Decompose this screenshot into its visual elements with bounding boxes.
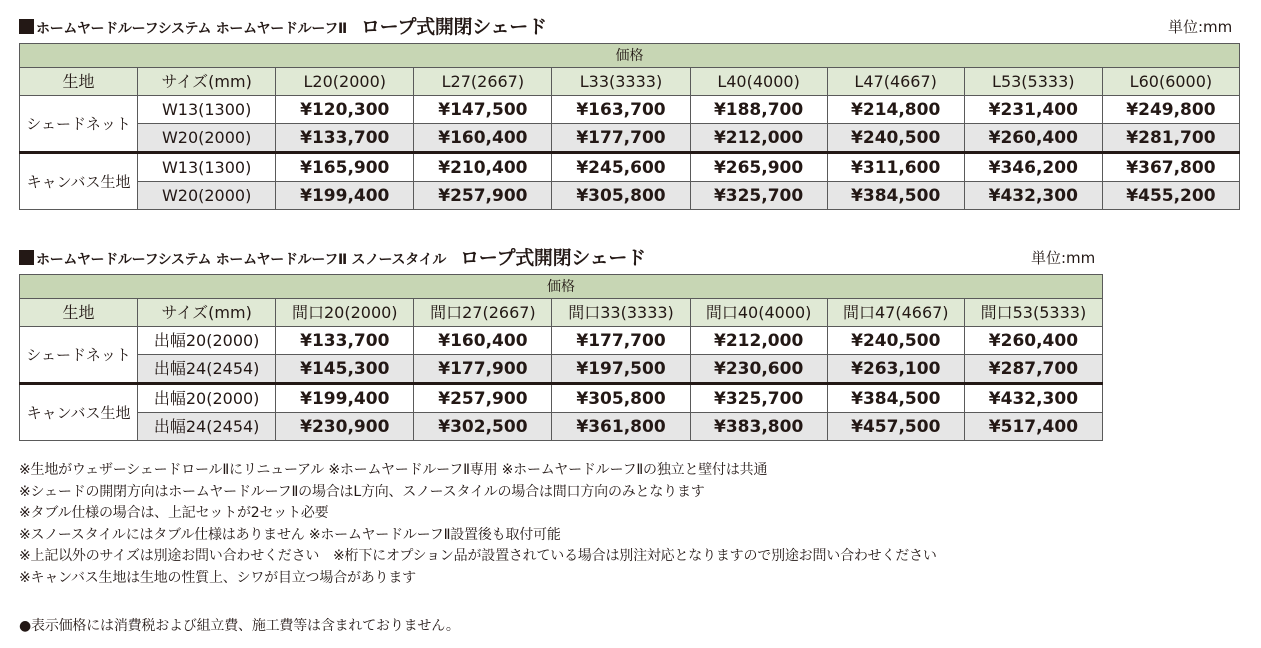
price-cell: ¥305,800 [552,182,690,210]
notes-list [19,460,937,590]
note-item: ※生地がウェザーシェードロールⅡにリニューアル ※ホームヤードルーフⅡ専用 ※ホームヤードルーフⅡの独立と壁付は共通 [19,462,768,478]
size-column-header: サイズ(mm) [138,299,276,327]
price-cell: ¥517,400 [964,413,1102,441]
price-cell: ¥188,700 [690,96,827,124]
size-cell: W13(1300) [138,96,276,124]
material-cell: キャンバス生地 [20,153,138,210]
price-cell: ¥199,400 [276,384,414,413]
price-cell: ¥197,500 [552,355,690,384]
price-cell: ¥260,400 [964,327,1102,355]
column-header-row [20,299,1103,327]
section2-unit: 単位:mm [1031,249,1096,267]
square-bullet-icon [19,19,34,34]
price-cell: ¥384,500 [827,384,964,413]
price-cell: ¥245,600 [552,153,690,182]
price-cell: ¥145,300 [276,355,414,384]
length-column-header: L27(2667) [414,68,552,96]
price-cell: ¥305,800 [552,384,690,413]
price-cell: ¥249,800 [1102,96,1239,124]
price-cell: ¥311,600 [827,153,964,182]
note-item: ※上記以外のサイズは別途お問い合わせください ※桁下にオプション品が設置されている場合は別注対応となりますので別途お問い合わせください [19,548,937,565]
price-cell: ¥325,700 [690,182,827,210]
square-bullet-icon [19,250,34,265]
price-cell: ¥361,800 [552,413,690,441]
section2-title-small: ホームヤードルーフシステム ホームヤードルーフⅡ スノースタイル [36,252,447,268]
price-cell: ¥325,700 [690,384,827,413]
material-cell: シェードネット [20,96,138,153]
price-cell: ¥230,600 [690,355,827,384]
price-cell: ¥257,900 [414,182,552,210]
price-cell: ¥265,900 [690,153,827,182]
price-cell: ¥133,700 [276,124,414,153]
price-cell: ¥177,700 [552,327,690,355]
table-row [20,96,1240,124]
note-item: ※キャンバス生地は生地の性質上、シワが目立つ場合があります [19,569,416,586]
price-cell: ¥240,500 [827,327,964,355]
note-item: ※シェードの開閉方向はホームヤードルーフⅡの場合はL方向、スノースタイルの場合は間口方向のみとなります [19,483,705,500]
table-row [20,153,1240,182]
price-cell: ¥147,500 [414,96,552,124]
size-cell: W13(1300) [138,153,276,182]
column-header-row [20,68,1240,96]
table-row [20,327,1103,355]
size-cell: W20(2000) [138,182,276,210]
frontage-column-header: 間口33(3333) [552,299,690,327]
price-cell: ¥432,300 [964,182,1102,210]
price-cell: ¥383,800 [690,413,827,441]
price-cell: ¥432,300 [964,384,1102,413]
price-cell: ¥302,500 [414,413,552,441]
price-cell: ¥212,000 [690,327,827,355]
price-cell: ¥163,700 [552,96,690,124]
price-header: 価格 [20,44,1240,68]
table-row [20,182,1240,210]
section1-title-small: ホームヤードルーフシステム ホームヤードルーフⅡ [36,21,347,37]
price-cell: ¥457,500 [827,413,964,441]
price-cell: ¥260,400 [964,124,1102,153]
price-table-standard [19,43,1240,210]
section2-title-large: ロープ式開閉シェード [460,247,646,269]
size-cell: 出幅24(2454) [138,413,276,441]
price-cell: ¥177,700 [552,124,690,153]
size-cell: W20(2000) [138,124,276,153]
price-cell: ¥210,400 [414,153,552,182]
price-cell: ¥177,900 [414,355,552,384]
length-column-header: L33(3333) [552,68,690,96]
price-cell: ¥165,900 [276,153,414,182]
price-cell: ¥384,500 [827,182,964,210]
price-cell: ¥287,700 [964,355,1102,384]
length-column-header: L20(2000) [276,68,414,96]
material-cell: キャンバス生地 [20,384,138,441]
price-cell: ¥263,100 [827,355,964,384]
price-cell: ¥160,400 [414,124,552,153]
length-column-header: L47(4667) [827,68,964,96]
price-cell: ¥199,400 [276,182,414,210]
price-cell: ¥214,800 [827,96,964,124]
size-cell: 出幅24(2454) [138,355,276,384]
frontage-column-header: 間口53(5333) [964,299,1102,327]
note-item: ※タブル仕様の場合は、上記セットが2セット必要 [19,505,329,522]
table-row [20,384,1103,413]
price-cell: ¥346,200 [964,153,1102,182]
price-cell: ¥455,200 [1102,182,1239,210]
frontage-column-header: 間口20(2000) [276,299,414,327]
price-cell: ¥367,800 [1102,153,1239,182]
price-table-snow-style [19,274,1103,441]
length-column-header: L60(6000) [1102,68,1239,96]
length-column-header: L53(5333) [964,68,1102,96]
price-cell: ¥120,300 [276,96,414,124]
price-cell: ¥230,900 [276,413,414,441]
length-column-header: L40(4000) [690,68,827,96]
price-cell: ¥257,900 [414,384,552,413]
tax-footnote: ●表示価格には消費税および組立費、施工費等は含まれておりません。 [19,618,460,634]
price-cell: ¥240,500 [827,124,964,153]
price-cell: ¥281,700 [1102,124,1239,153]
price-cell: ¥160,400 [414,327,552,355]
material-cell: シェードネット [20,327,138,384]
section1-title-large: ロープ式開閉シェード [360,16,547,38]
price-cell: ¥133,700 [276,327,414,355]
section1-title [19,12,547,39]
table-row [20,124,1240,153]
note-item: ※スノースタイルにはタブル仕様はありません ※ホームヤードルーフⅡ設置後も取付可能 [19,526,561,543]
frontage-column-header: 間口47(4667) [827,299,964,327]
price-header: 価格 [20,275,1103,299]
table-row [20,355,1103,384]
price-cell: ¥212,000 [690,124,827,153]
table-row [20,413,1103,441]
material-column-header: 生地 [20,68,138,96]
size-cell: 出幅20(2000) [138,327,276,355]
frontage-column-header: 間口27(2667) [414,299,552,327]
size-column-header: サイズ(mm) [138,68,276,96]
frontage-column-header: 間口40(4000) [690,299,827,327]
material-column-header: 生地 [20,299,138,327]
section2-title [19,243,646,270]
price-cell: ¥231,400 [964,96,1102,124]
section1-unit: 単位:mm [1168,18,1233,36]
size-cell: 出幅20(2000) [138,384,276,413]
